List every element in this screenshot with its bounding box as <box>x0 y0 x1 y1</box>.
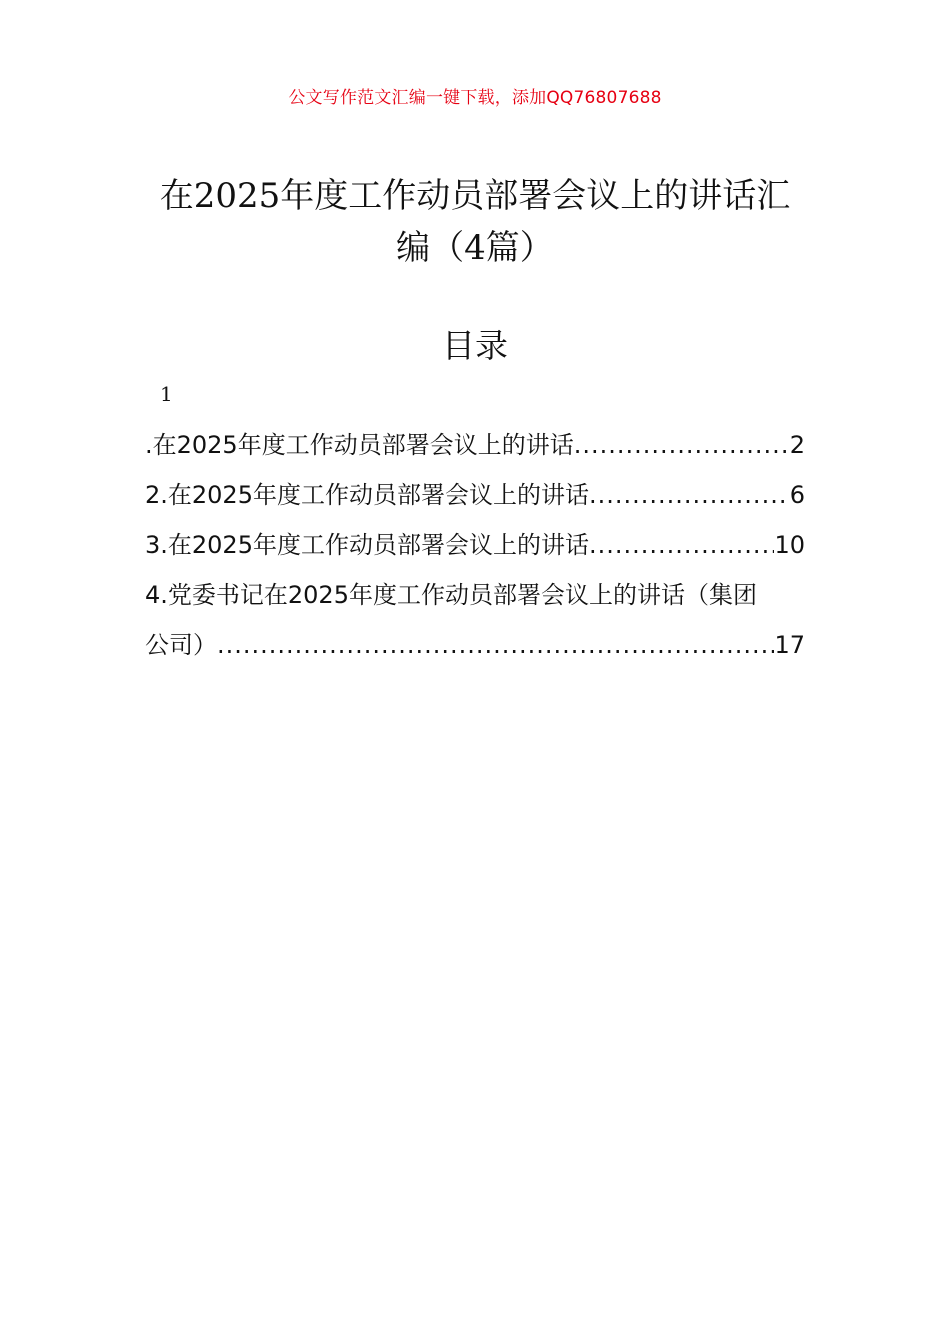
toc-item-title-line1: 4.党委书记在2025年度工作动员部署会议上的讲话（集团 <box>145 581 757 609</box>
toc-item-title: 3.在2025年度工作动员部署会议上的讲话 <box>145 531 589 559</box>
table-of-contents <box>145 420 805 670</box>
toc-item-page: 17 <box>774 631 805 659</box>
toc-item-4[interactable] <box>145 570 805 670</box>
toc-leader-dots <box>589 520 774 570</box>
toc-item-2[interactable] <box>145 470 805 520</box>
toc-item-page: 10 <box>774 531 805 559</box>
toc-item-page: 2 <box>789 431 805 459</box>
promo-banner: 公文写作范文汇编一键下载，添加QQ76807688 <box>288 88 662 108</box>
toc-item-title: 2.在2025年度工作动员部署会议上的讲话 <box>145 481 589 509</box>
toc-heading: 目录 <box>442 326 508 365</box>
toc-item-1[interactable] <box>145 420 805 470</box>
toc-leader-dots <box>589 470 790 520</box>
toc-item-page: 6 <box>789 481 805 509</box>
toc-item-3[interactable] <box>145 520 805 570</box>
toc-leader-dots <box>574 420 790 470</box>
toc-leader-dots <box>217 620 774 670</box>
document-title: 在2025年度工作动员部署会议上的讲话汇编（4篇） <box>159 176 791 268</box>
toc-item-title-line2: 公司） <box>145 631 217 659</box>
page-number-label: 1 <box>160 382 173 406</box>
toc-item-title: .在2025年度工作动员部署会议上的讲话 <box>145 431 574 459</box>
